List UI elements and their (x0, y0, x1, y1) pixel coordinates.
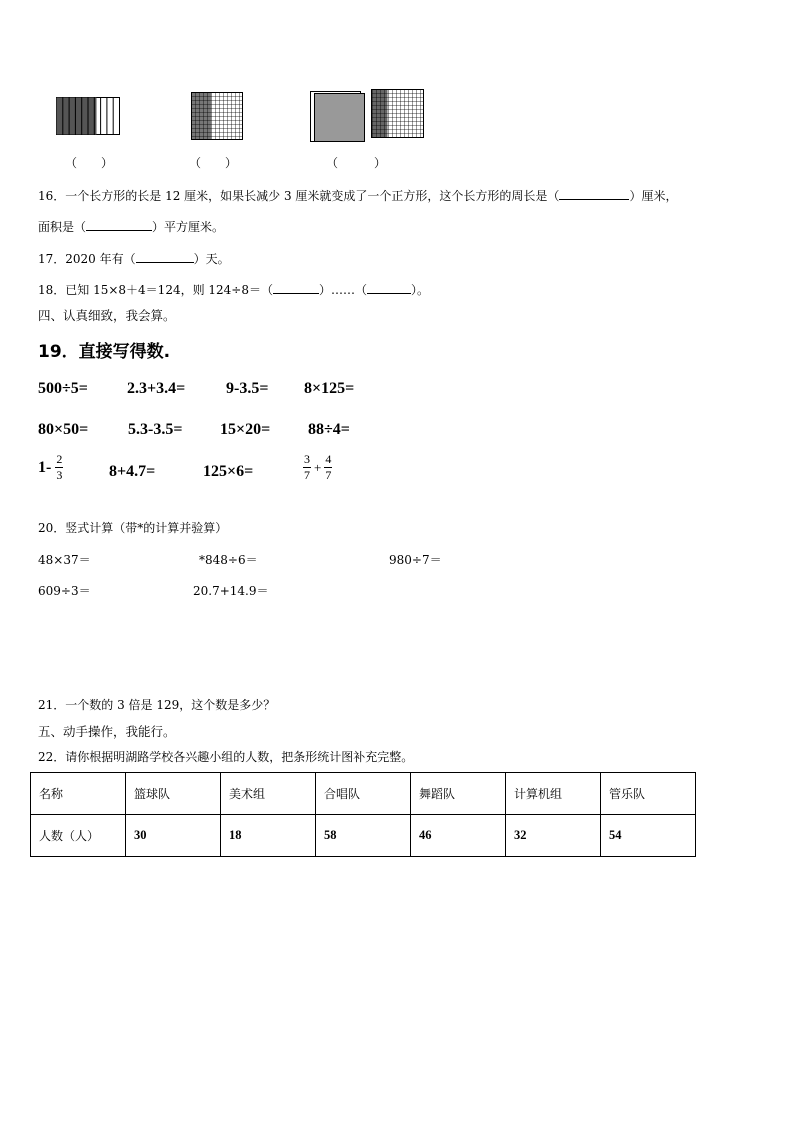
fraction (303, 453, 311, 482)
calc-item-fraction-1 (38, 453, 63, 482)
count-cell: 54 (601, 815, 696, 857)
count-cell: 32 (506, 815, 601, 857)
table-row (31, 773, 696, 815)
calc-item-fraction-sum (303, 453, 332, 482)
fraction-numerator: 4 (325, 452, 332, 466)
fraction-denominator: 7 (304, 468, 310, 482)
section-4-heading: 四、认真细致，我会算。 (38, 308, 176, 323)
q18-text-b: ）……（ (319, 283, 368, 297)
plus-sign: + (314, 459, 322, 475)
calc-item: 500÷5= (38, 380, 88, 397)
group-name-cell: 美术组 (221, 773, 316, 815)
q17-text-b: ）天。 (193, 252, 230, 266)
group-name-cell: 计算机组 (506, 773, 601, 815)
question-17 (38, 250, 230, 267)
q16-text-c: 面积是（ (38, 220, 87, 234)
question-21: 21．一个数的 3 倍是 129，这个数是多少？ (38, 698, 276, 712)
fraction-denominator: 7 (325, 468, 332, 482)
hundred-grid-figure (191, 92, 243, 140)
q18-quotient-blank[interactable] (273, 282, 319, 294)
q16-text-a: 16．一个长方形的长是 12 厘米，如果长减少 3 厘米就变成了一个正方形，这个长方形的周长是（ (38, 189, 560, 203)
fraction-denominator: 3 (56, 468, 63, 482)
question-16-line-1 (38, 187, 677, 204)
q18-text-a: 18．已知 15×8＋4＝124，则 124÷8＝（ (38, 283, 273, 297)
row-header-count: 人数（人） (31, 815, 126, 857)
vertical-calc-item: 20.7+14.9＝ (193, 584, 269, 598)
fraction-numerator: 3 (304, 452, 310, 466)
calc-item: 5.3-3.5= (128, 421, 183, 438)
fraction-numerator: 2 (56, 452, 63, 466)
section-5-heading: 五、动手操作，我能行。 (38, 724, 176, 739)
fraction (55, 453, 63, 482)
question-22-title: 22．请你根据明湖路学校各兴趣小组的人数，把条形统计图补充完整。 (38, 750, 414, 764)
q16-text-d: ）平方厘米。 (152, 220, 225, 234)
group-name-cell: 舞蹈队 (411, 773, 506, 815)
vertical-calc-item: 980÷7＝ (389, 553, 442, 567)
q17-days-blank[interactable] (136, 251, 194, 263)
question-18 (38, 281, 429, 298)
fraction (324, 453, 332, 482)
count-cell: 58 (316, 815, 411, 857)
q17-text-a: 17．2020 年有（ (38, 252, 136, 266)
calc-item: 2.3+3.4= (127, 380, 186, 397)
question-20-title: 20．竖式计算（带*的计算并验算） (38, 521, 228, 535)
calc-item: 8×125= (304, 380, 355, 397)
vertical-calc-item: 48×37＝ (38, 553, 91, 567)
q16-text-b: ）厘米， (629, 189, 678, 203)
square-and-grid-figure (308, 89, 424, 143)
bar-strips-figure (56, 97, 120, 135)
group-name-cell: 篮球队 (126, 773, 221, 815)
q18-text-c: ）。 (411, 283, 430, 297)
question-16-line-2 (38, 218, 224, 235)
calc-item: 80×50= (38, 421, 89, 438)
table-row (31, 815, 696, 857)
count-cell: 30 (126, 815, 221, 857)
interest-groups-table (30, 772, 696, 857)
vertical-calc-item: 609÷3＝ (38, 584, 91, 598)
calc-item: 9-3.5= (226, 380, 269, 397)
calc-item: 88÷4= (308, 421, 350, 438)
calc-prefix: 1- (38, 458, 52, 476)
count-cell: 18 (221, 815, 316, 857)
row-header-name: 名称 (31, 773, 126, 815)
q16-area-blank[interactable] (86, 219, 152, 231)
group-name-cell: 管乐队 (601, 773, 696, 815)
vertical-calc-item: *848÷6＝ (199, 553, 258, 567)
calc-item: 15×20= (220, 421, 271, 438)
calc-item: 8+4.7= (109, 463, 156, 480)
calc-item: 125×6= (203, 463, 254, 480)
q18-remainder-blank[interactable] (367, 282, 411, 294)
q16-perimeter-blank[interactable] (559, 188, 629, 200)
figure-answer-blank-3[interactable]: （ ） (326, 156, 387, 170)
group-name-cell: 合唱队 (316, 773, 411, 815)
question-19-title: 19．直接写得数. (38, 342, 171, 362)
count-cell: 46 (411, 815, 506, 857)
figure-answer-blank-2[interactable]: （ ） (189, 156, 238, 170)
figure-answer-blank-1[interactable]: （ ） (65, 156, 114, 170)
